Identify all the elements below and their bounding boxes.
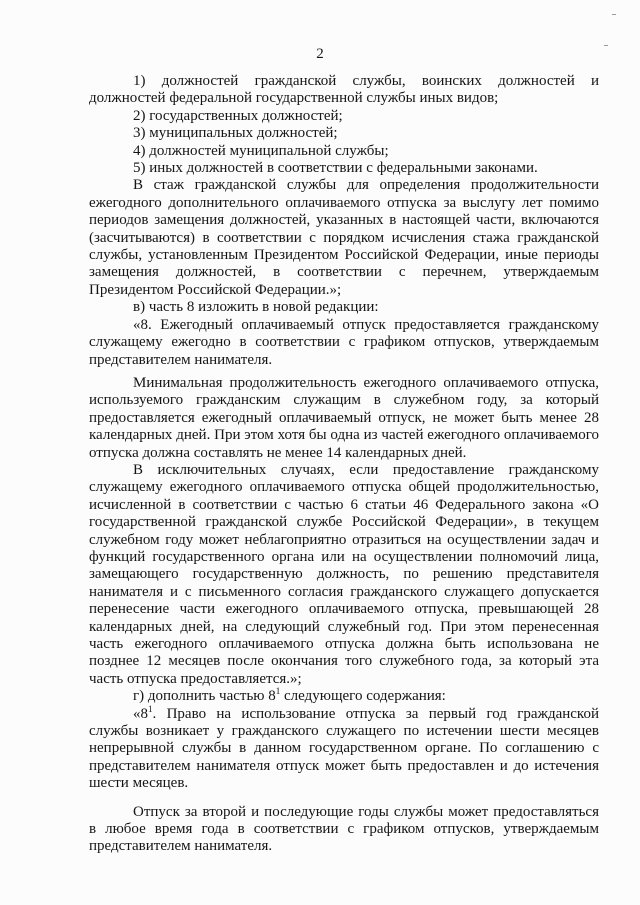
- paragraph-item-4: 4) должностей муниципальной службы;: [133, 142, 389, 159]
- paragraph-part-8-1: [89, 703, 599, 793]
- scan-speck: [612, 14, 616, 15]
- paragraph-item-2: 2) государственных должностей;: [133, 107, 343, 124]
- part-8-1-superscript: 1: [148, 703, 153, 714]
- paragraph-exceptional-cases: В исключительных случаях, если предоставление гражданскому служащему ежегодного оплачиваемого отпуска общей продолжительностью, исчисленной в соответствии с частью 6 статьи 46 Федерального закона «О государственной гражданской службе Российской Федерации», в текущем служебном году может неблагоприятно отразиться на осуществлении задач и функций государственного органа или на осуществлении полномочий лица, замещающего государственную должность, по решению представителя нанимателя и с письменного согласия гражданского служащего допускается перенесение части ежегодного оплачиваемого отпуска, превышающей 28 календарных дней, на следующий служебный год. При этом перенесенная часть ежегодного оплачиваемого отпуска должна быть использована не позднее 12 месяцев после окончания того служебного года, за который эта часть отпуска предоставляется.»;: [89, 461, 599, 687]
- paragraph-item-1: 1) должностей гражданской службы, воинских должностей и должностей федеральной государственной службы иных видов;: [89, 73, 599, 107]
- item-g-text-end: следующего содержания:: [280, 688, 446, 705]
- paragraph-minimum-duration: Минимальная продолжительность ежегодного оплачиваемого отпуска, используемого гражданским служащим в служебном году, за который предоставляется ежегодный оплачиваемый отпуск, не может быть менее 28 календарных дней. При этом хотя бы одна из частей ежегодного оплачиваемого отпуска должна составлять не менее 14 календарных дней.: [89, 374, 599, 461]
- part-8-1-prefix: «8: [133, 705, 148, 722]
- paragraph-part-8: «8. Ежегодный оплачиваемый отпуск предоставляется гражданскому служащему ежегодно в соответствии с графиком отпусков, утверждаемым представителем нанимателя.: [89, 316, 599, 368]
- paragraph-item-3: 3) муниципальных должностей;: [133, 125, 338, 142]
- paragraph-item-g: [89, 688, 599, 705]
- item-g-text: г) дополнить частью 8: [133, 688, 276, 705]
- item-g-superscript: 1: [275, 686, 281, 697]
- page-number: 2: [316, 46, 324, 62]
- scan-speck: [604, 45, 608, 46]
- paragraph-item-5: 5) иных должностей в соответствии с федеральными законами.: [133, 160, 538, 177]
- document-body: [89, 73, 599, 856]
- paragraph-service-length: В стаж гражданской службы для определения продолжительности ежегодного дополнительного оплачиваемого отпуска за выслугу лет помимо периодов замещения должностей, указанных в настоящей части, включаются (засчитываются) в соответствии с порядком исчисления стажа гражданской службы, установленным Президентом Российской Федерации, иные периоды замещения должностей, в соответствии с перечнем, утверждаемым Президентом Российской Федерации.»;: [89, 177, 599, 298]
- paragraph-item-v: в) часть 8 изложить в новой редакции:: [133, 299, 379, 316]
- paragraph-second-year-leave: Отпуск за второй и последующие годы службы может предоставляться в любое время года в соответствии с графиком отпусков, утверждаемым представителем нанимателя.: [89, 803, 599, 855]
- part-8-1-text: . Право на использование отпуска за первый год гражданской службы возникает у гражданского служащего по истечении шести месяцев непрерывной службы в данном государственном органе. По соглашению с представителем нанимателя отпуск может быть предоставлен и до истечения шести месяцев.: [89, 705, 599, 792]
